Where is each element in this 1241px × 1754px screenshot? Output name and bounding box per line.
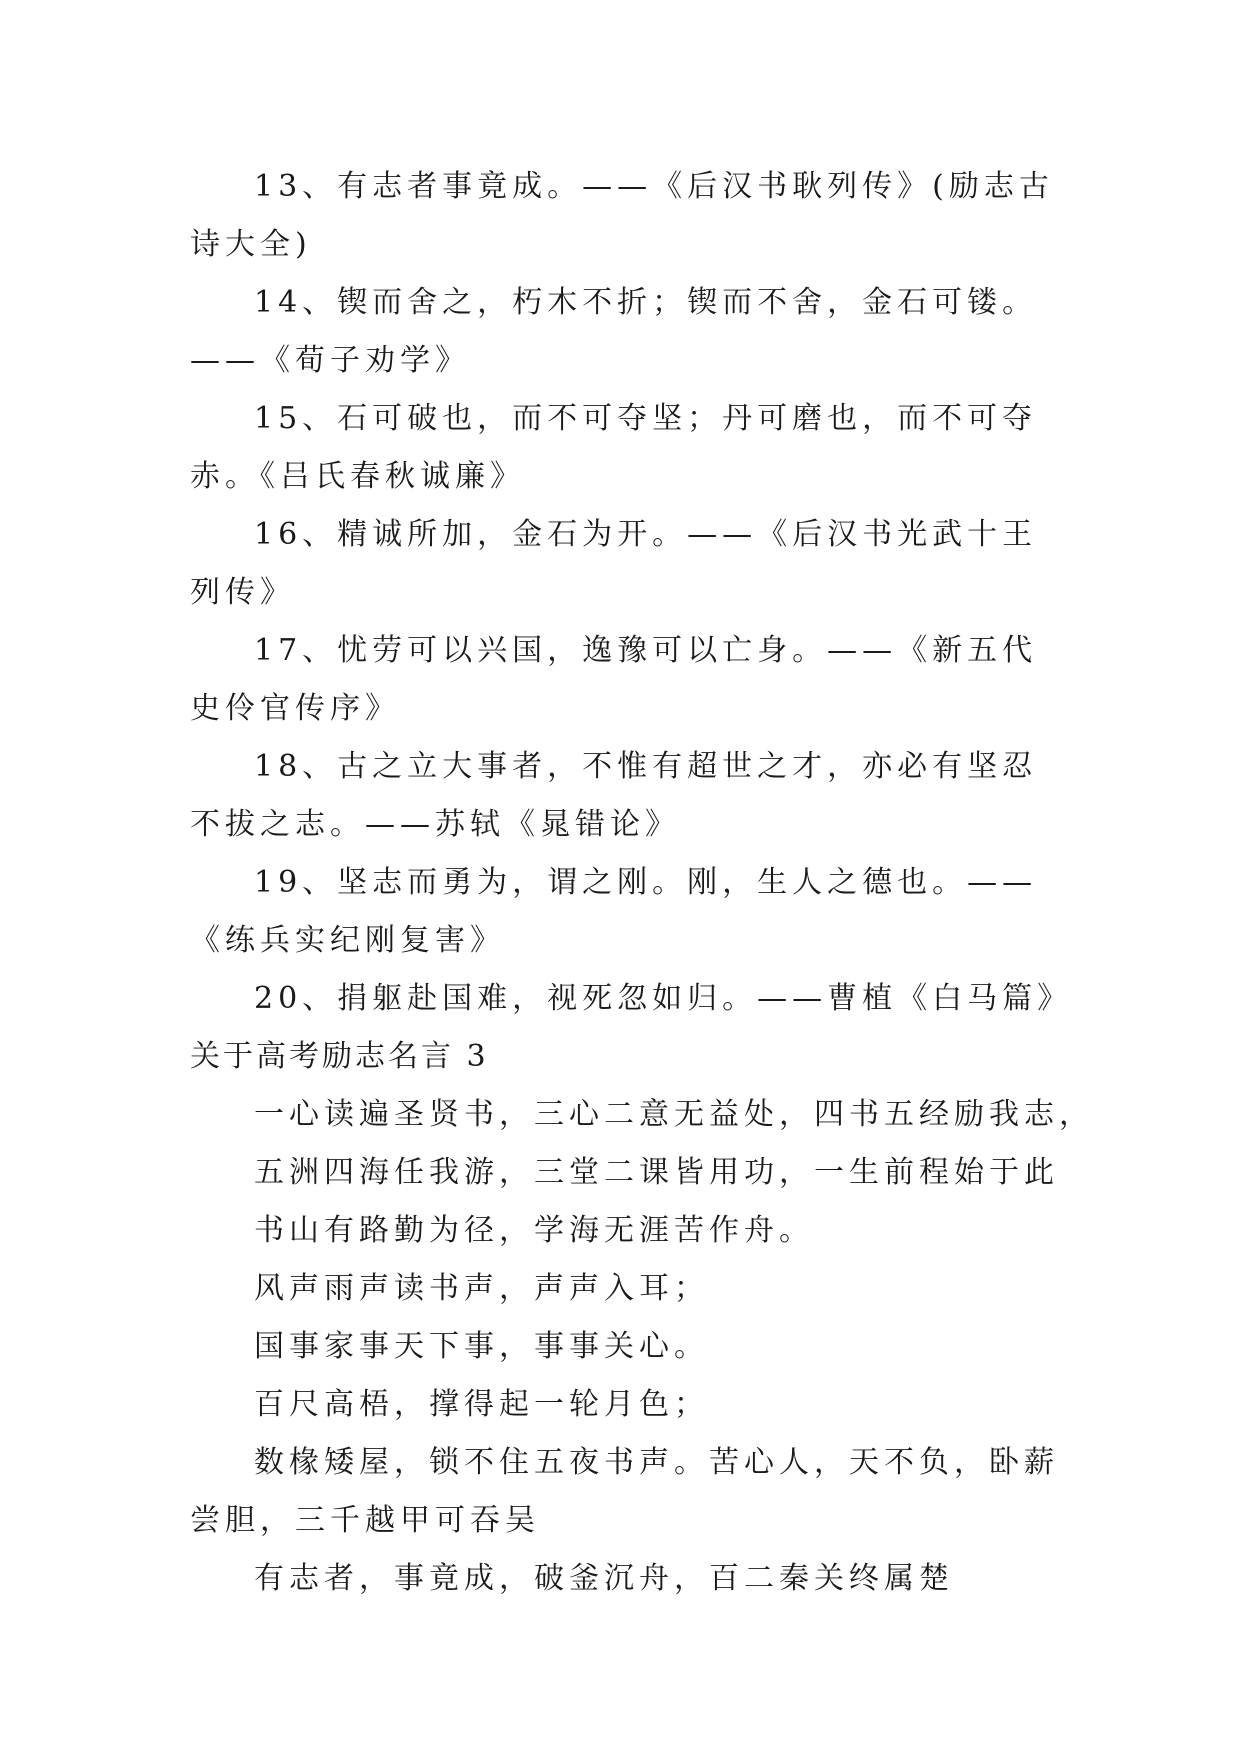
verse-line: 有志者，事竟成，破釜沉舟，百二秦关终属楚 <box>254 1561 954 1596</box>
quote-paragraph-14: 14、锲而舍之，朽木不折；锲而不舍，金石可镂。——《荀子劝学》 <box>190 285 1038 378</box>
quote-paragraph-17: 17、忧劳可以兴国，逸豫可以亡身。——《新五代史伶官传序》 <box>190 633 1038 726</box>
quote-paragraph-15: 15、石可破也，而不可夺坚；丹可磨也，而不可夺赤。《吕氏春秋诚廉》 <box>190 401 1038 494</box>
verse-paragraph: 数椽矮屋，锁不住五夜书声。苦心人，天不负，卧薪尝胆，三千越甲可吞吴 <box>190 1445 1059 1538</box>
verse-line: 百尺高梧，撑得起一轮月色； <box>254 1387 709 1422</box>
verse-line: 书山有路勤为径，学海无涯苦作舟。 <box>254 1213 814 1248</box>
quote-paragraph-13: 13、有志者事竟成。——《后汉书耿列传》(励志古诗大全) <box>190 169 1054 262</box>
verse-line: 一心读遍圣贤书，三心二意无益处，四书五经励我志， <box>254 1097 1094 1132</box>
quote-paragraph-19: 19、坚志而勇为，谓之刚。刚，生人之德也。——《练兵实纪刚复害》 <box>190 865 1038 958</box>
verse-line: 风声雨声读书声，声声入耳； <box>254 1271 709 1306</box>
section-heading: 关于高考励志名言 3 <box>190 1039 489 1074</box>
quote-paragraph-18: 18、古之立大事者，不惟有超世之才，亦必有坚忍不拔之志。——苏轼《晁错论》 <box>190 749 1038 842</box>
document-body <box>190 158 1094 1608</box>
quote-paragraph-16: 16、精诚所加，金石为开。——《后汉书光武十王列传》 <box>190 517 1038 610</box>
verse-line: 五洲四海任我游，三堂二课皆用功，一生前程始于此 <box>254 1155 1059 1190</box>
verse-line: 国事家事天下事，事事关心。 <box>254 1329 709 1364</box>
quote-paragraph-20: 20、捐躯赴国难，视死忽如归。——曹植《白马篇》 <box>254 981 1073 1016</box>
